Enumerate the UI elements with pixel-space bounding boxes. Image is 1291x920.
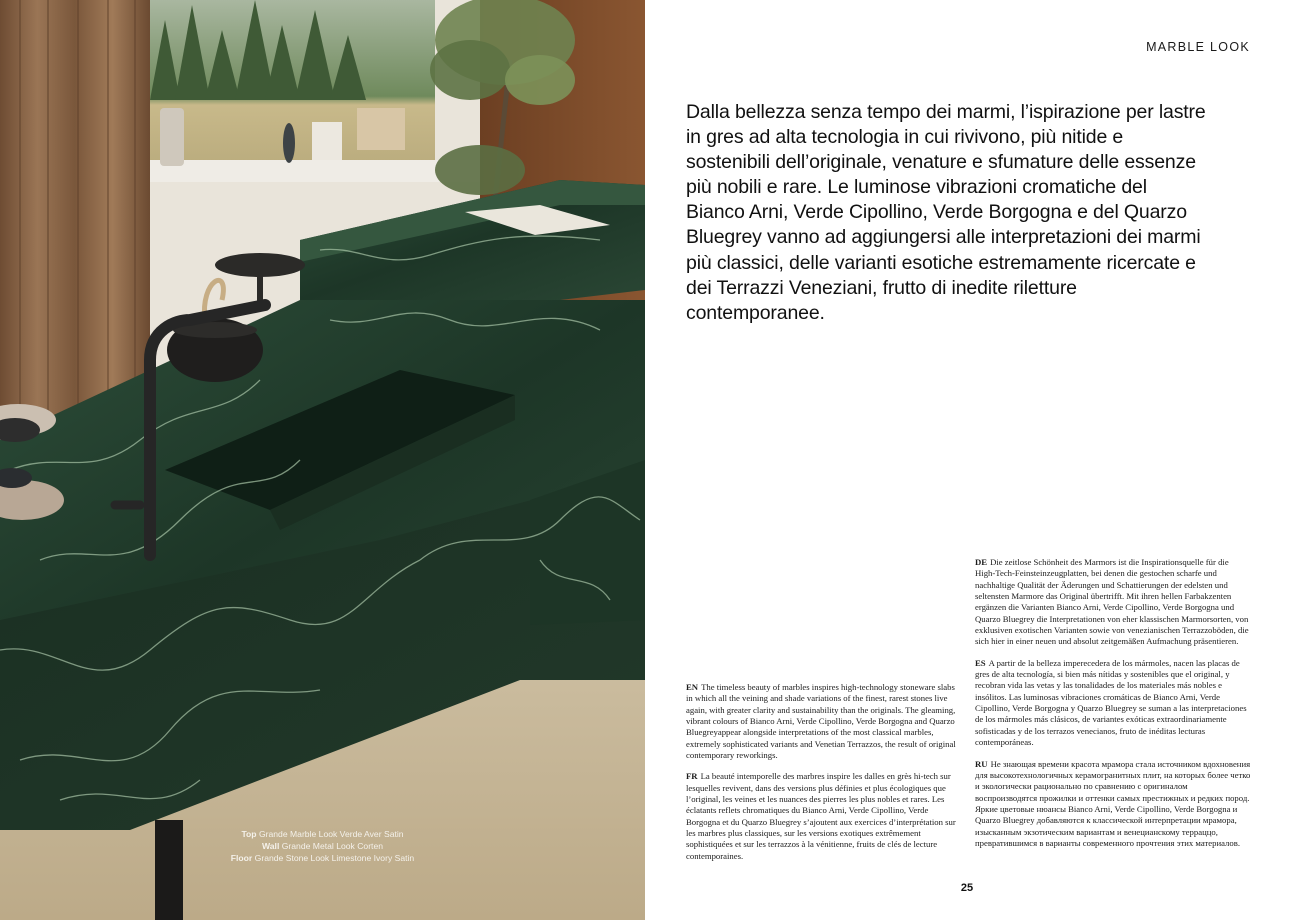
caption-floor-label: Floor	[230, 853, 253, 863]
translation-ru	[975, 759, 1251, 850]
miniature-house	[312, 122, 342, 160]
vase	[283, 123, 295, 163]
translations-right-column	[975, 557, 1251, 859]
caption-top-text: Grande Marble Look Verde Aver Satin	[258, 829, 404, 839]
section-label: MARBLE LOOK	[1146, 40, 1250, 54]
translation-en	[686, 682, 962, 761]
lang-code-de: DE	[975, 557, 988, 567]
lang-code-fr: FR	[686, 771, 698, 782]
caption-floor-text: Grande Stone Look Limestone Ivory Satin	[254, 853, 415, 863]
headline: Dalla bellezza senza tempo dei marmi, l’ispirazione per lastre in gres ad alta tecnologia in cui rivivono, più nitide e sostenibili dell’originale, venature e sfumature delle essenze più nobili e rare. Le luminose vibrazioni cromatiche del Bianco Arni, Verde Cipollino, Verde Borgogna e del Quarzo Bluegrey vanno ad aggiungersi alle interpretazioni dei marmi più classici, delle varianti esotiche estremamente ricercate e dei Terrazzi Veneziani, frutto di inedite riletture contemporanee.	[686, 101, 1206, 324]
translation-fr	[686, 771, 962, 862]
translation-fr-text: La beauté intemporelle des marbres inspire les dalles en grès hi-tech sur lesquelles revivent, dans des versions plus définies et plus écologiques que l’original, les veines et les nuances des pierres les plus nobles et rares. Les éclatants reflets chromatiques du Bianco Arni, Verde Cipollino, Verde Borgogna et du Quarzo Bluegrey s’ajoutent aux exercices d’interprétation sur les marbres plus classiques, sur les versions exotiques extrêmement sophistiquées et sur les terrazzos à la vénitienne, fruits de clés de lecture contemporaines.	[686, 771, 956, 861]
translation-de-text: Die zeitlose Schönheit des Marmors ist die Inspirationsquelle für die High-Tech-Feinsteinzeugplatten, bei denen die gestochen scharfe und nachhaltige Qualität der Äderungen und Schattierungen der edelsten und seltensten Marmore das Original übertrifft. Mit ihren hellen Farbakzenten ergänzen die Varianten Bianco Arni, Verde Cipollino, Verde Borgogna und Quarzo Bluegrey die Interpretationen von eher klassischen Marmorsorten, von exklusiven exotischen Varianten sowie von venezianischen Terrazzoböden, die sich hier in einer neuen und absolut zeitgemäßen Aufmachung präsentieren.	[975, 557, 1249, 647]
caption-floor	[0, 852, 645, 864]
caption-wall-text: Grande Metal Look Corten	[281, 841, 384, 851]
kitchen-photo	[0, 0, 645, 920]
kitchen-illustration	[0, 0, 645, 920]
lang-code-ru: RU	[975, 758, 988, 769]
translation-es	[975, 658, 1251, 749]
translation-ru-text: Не знающая времени красота мрамора стала источником вдохновения для высокотехнологичных керамогранитных плит, на которых более четко и экологически рационально по сравнению с оригиналом воспроизводятся прожилки и оттенки самых престижных и редких пород. Яркие цветовые нюансы Bianco Arni, Verde Cipollino, Verde Borgogna и Quarzo Bluegrey добавляются к классической интерпретации мрамора, изысканным экзотическим вариантам и венецианскому терраццо, превратившимся в варианты современного прочтения этих материалов.	[975, 758, 1251, 848]
wooden-houses	[357, 108, 405, 150]
log-stool	[160, 108, 184, 166]
curtain	[0, 0, 150, 420]
page-number: 25	[960, 882, 974, 894]
translation-es-text: A partir de la belleza imperecedera de los mármoles, nacen las placas de gres de alta tecnología, si bien más nítidas y sostenibles que el original, y recobran vida las vetas y las tonalidades de los materiales más nobles e insólitos. Las luminosas vibraciones cromáticas de Bianco Arni, Verde Cipollino, Verde Borgogna y Quarzo Bluegrey se suman a las interpretaciones de los mármoles más clásicos, de variantes exóticas extraordinariamente sofisticadas y de los terrazos venecianos, fruto de inéditas lecturas contemporáneas.	[975, 657, 1247, 748]
caption-top-label: Top	[241, 829, 257, 839]
window	[145, 0, 485, 182]
lang-code-en: EN	[686, 682, 699, 692]
caption-wall	[0, 840, 645, 852]
caption-wall-label: Wall	[261, 841, 280, 851]
translation-de	[975, 557, 1251, 648]
lang-code-es: ES	[975, 657, 986, 668]
caption-top	[0, 828, 645, 840]
translations-left-column	[686, 682, 962, 872]
translation-en-text: The timeless beauty of marbles inspires high-technology stoneware slabs in which all the veining and shade variations of the finest, rarest stones live again, with greater clarity and sustainability than the originals. The gleaming, vibrant colours of Bianco Arni, Verde Cipollino, Verde Borgogna and Quarzo Bluegreyappear alongside interpretations of the most classical marbles, extremely sophisticated variants and Venetian Terrazzos, the result of original contemporary reworkings.	[686, 682, 956, 761]
photo-caption	[0, 828, 645, 864]
